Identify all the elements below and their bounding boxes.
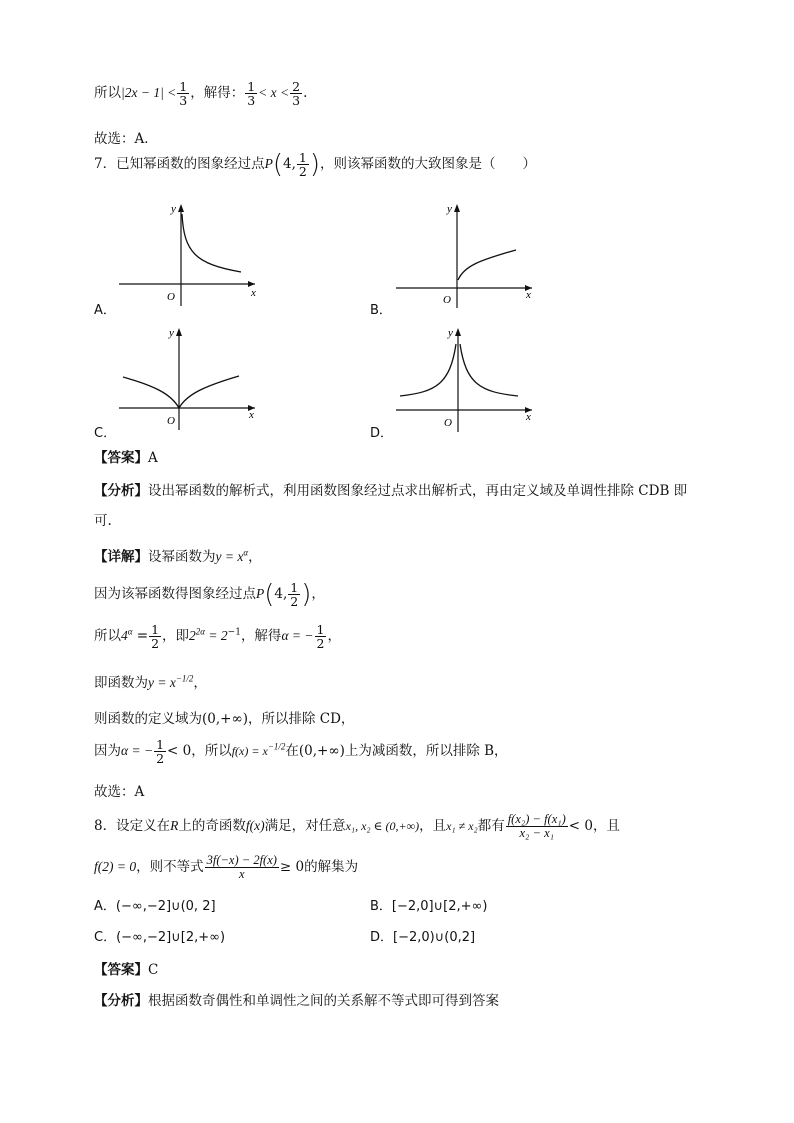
question-8-cont [94,854,358,881]
detail-7 [94,545,262,565]
line-domain: 则函数的定义域为(0,+∞)，所以排除 CD， [94,711,355,727]
x-label: x [526,289,531,301]
line-so [94,623,341,650]
denominator: 2 [290,594,299,610]
curve [123,376,239,408]
text: < 0，且 [568,818,620,835]
graph-a [115,200,265,310]
question-7 [94,151,536,178]
origin-label: O [444,417,452,429]
paren: ( [272,149,283,180]
option-8-a [94,895,216,914]
analysis-text: 设出幂函数的解析式，利用函数图象经过点求出解析式，再由定义域及单调性排除 CDB 即 [148,483,688,499]
answer-7 [94,446,158,466]
base: 2 [189,628,196,644]
option-label: A． [94,899,116,914]
analysis-7 [94,479,687,499]
text: 因为 [94,743,121,760]
fraction [245,80,257,107]
numerator: f(x₂) − f(x₁) [507,812,566,826]
y-label: y [171,203,176,215]
y-label: y [447,203,452,215]
choose-line: 故选：A． [94,131,158,147]
inequality: < x < [258,85,290,101]
base: 4 [121,628,128,644]
exponent: −1/2 [267,741,286,752]
paren: ( [264,579,275,610]
set-r: R [170,818,179,834]
solution-line-1 [94,80,307,107]
fraction [177,80,189,107]
point-label: P [256,586,265,602]
text: ， [248,549,262,565]
numerator: 1 [179,79,188,94]
text: ，且 [419,818,447,835]
line-because [94,581,325,608]
denominator: 3 [179,93,188,109]
text: ， [327,628,341,645]
option-label-c: C． [94,426,117,441]
denominator: 3 [292,93,301,109]
answer-value: C [148,962,159,978]
curve [182,214,241,272]
exponent: −1/2 [175,673,194,684]
detail-tag: 【详解】 [94,549,148,565]
text: 在(0,+∞)上为减函数，所以排除 B， [285,743,508,760]
line-decreasing [94,738,508,765]
line-choose: 故选：A [94,784,145,800]
fraction [506,813,568,840]
y-arrow [454,204,460,212]
fraction [315,623,327,650]
option-label: B． [370,899,392,914]
denominator: 3 [247,93,256,109]
x-label: x [249,409,254,421]
graph-d [392,324,542,434]
analysis-8 [94,989,499,1009]
numerator: 1 [298,150,307,165]
text: . [303,85,308,102]
graph-b [392,200,542,310]
y-arrow [178,204,184,212]
text: ，则不等式 [136,859,204,876]
option-label-b: B． [370,303,392,318]
x-label: x [251,287,256,299]
expr: x₁, x₂ ∈ (0,+∞) [345,819,420,834]
text: ，解得 [240,628,282,645]
text: 满足，对任意 [264,818,346,835]
denominator: 2 [151,636,160,652]
curve [400,344,518,396]
text: 即函数为 [94,675,148,691]
question-8 [94,813,620,840]
answer-tag: 【答案】 [94,962,148,978]
option-value: (−∞,−2]∪(0, 2] [115,899,216,914]
text: 都有 [477,818,505,835]
analysis-tag: 【分析】 [94,483,148,499]
expr: x₁ ≠ x₂ [446,819,478,834]
option-label-d: D． [370,426,394,441]
expr: y = x [215,549,244,564]
denominator: x [238,867,245,882]
coord: 4, [274,586,288,603]
answer-tag: 【答案】 [94,450,148,466]
text: ≥ 0 [279,859,305,876]
option-8-d [370,926,475,945]
expr: f(x) = x [231,744,268,759]
answer-8 [94,958,158,978]
numerator: 1 [247,79,256,94]
option-value: (−∞,−2]∪[2,+∞) [116,930,226,945]
denominator: 2 [156,751,165,767]
exponent: 2α [195,626,206,637]
fraction [154,738,166,765]
text: ，则该幂函数的大致图象是（ ） [320,156,536,173]
origin-label: O [167,415,175,427]
fraction [290,80,302,107]
fraction [288,581,300,608]
option-label: C． [94,930,117,945]
option-8-b [370,895,487,914]
option-label: D． [370,930,394,945]
expr: α = − [121,743,154,759]
fraction [297,151,309,178]
numerator: 1 [316,622,325,637]
analysis-text: 根据函数奇偶性和单调性之间的关系解不等式即可得到答案 [148,993,499,1009]
text: 因为该幂函数得图象经过点 [94,586,256,603]
fraction [205,854,279,881]
inequality: |2x − 1| < [121,85,177,101]
analysis-7-cont: 可. [94,513,112,529]
y-arrow [176,328,182,336]
exponent: −1 [227,627,241,638]
option-value: [−2,0)∪(0,2] [393,930,476,945]
exponent: α [243,547,249,558]
denominator: 2 [316,636,325,652]
origin-label: O [167,291,175,303]
text: 所以 [94,85,121,102]
numerator: 1 [156,737,165,752]
answer-value: A [148,450,158,466]
text: 设幂函数为 [148,549,216,565]
base: = 2 [205,628,228,644]
text: ，即 [162,628,190,645]
option-label-a: A． [94,303,116,318]
text: ，解得： [190,85,245,102]
option-8-c [94,926,225,945]
curve [458,250,516,280]
line-func [94,671,207,691]
text: 7．已知幂函数的图象经过点 [94,156,265,173]
expr: y = x [148,675,176,690]
graph-c [115,324,265,434]
paren: ) [309,149,320,180]
point-label: P [264,156,273,172]
text: 8．设定义在 [94,818,171,835]
analysis-tag: 【分析】 [94,993,148,1009]
text: 上的奇函数 [178,818,246,835]
coord: 4, [283,156,296,173]
denominator: 2 [298,164,307,180]
text: ， [311,586,325,603]
y-label: y [448,327,453,339]
paren: ) [301,579,312,610]
text: 所以 [94,628,121,645]
text: = [132,628,149,645]
numerator: 2 [292,79,301,94]
expr: f(2) = 0 [94,859,137,875]
fraction [149,623,161,650]
text: ， [193,675,207,691]
exponent: α [127,626,133,637]
numerator: 1 [290,580,299,595]
numerator: 3f(−x) − 2f(x) [206,853,277,867]
origin-label: O [443,294,451,306]
y-arrow [455,328,461,336]
func: f(x) [245,818,265,834]
x-label: x [526,411,531,423]
option-value: [−2,0]∪[2,+∞) [391,899,488,914]
denominator: x₂ − x₁ [519,826,554,841]
text: < 0，所以 [167,743,232,760]
text: 的解集为 [304,859,359,876]
expr: α = − [281,628,314,644]
y-label: y [169,327,174,339]
numerator: 1 [151,622,160,637]
